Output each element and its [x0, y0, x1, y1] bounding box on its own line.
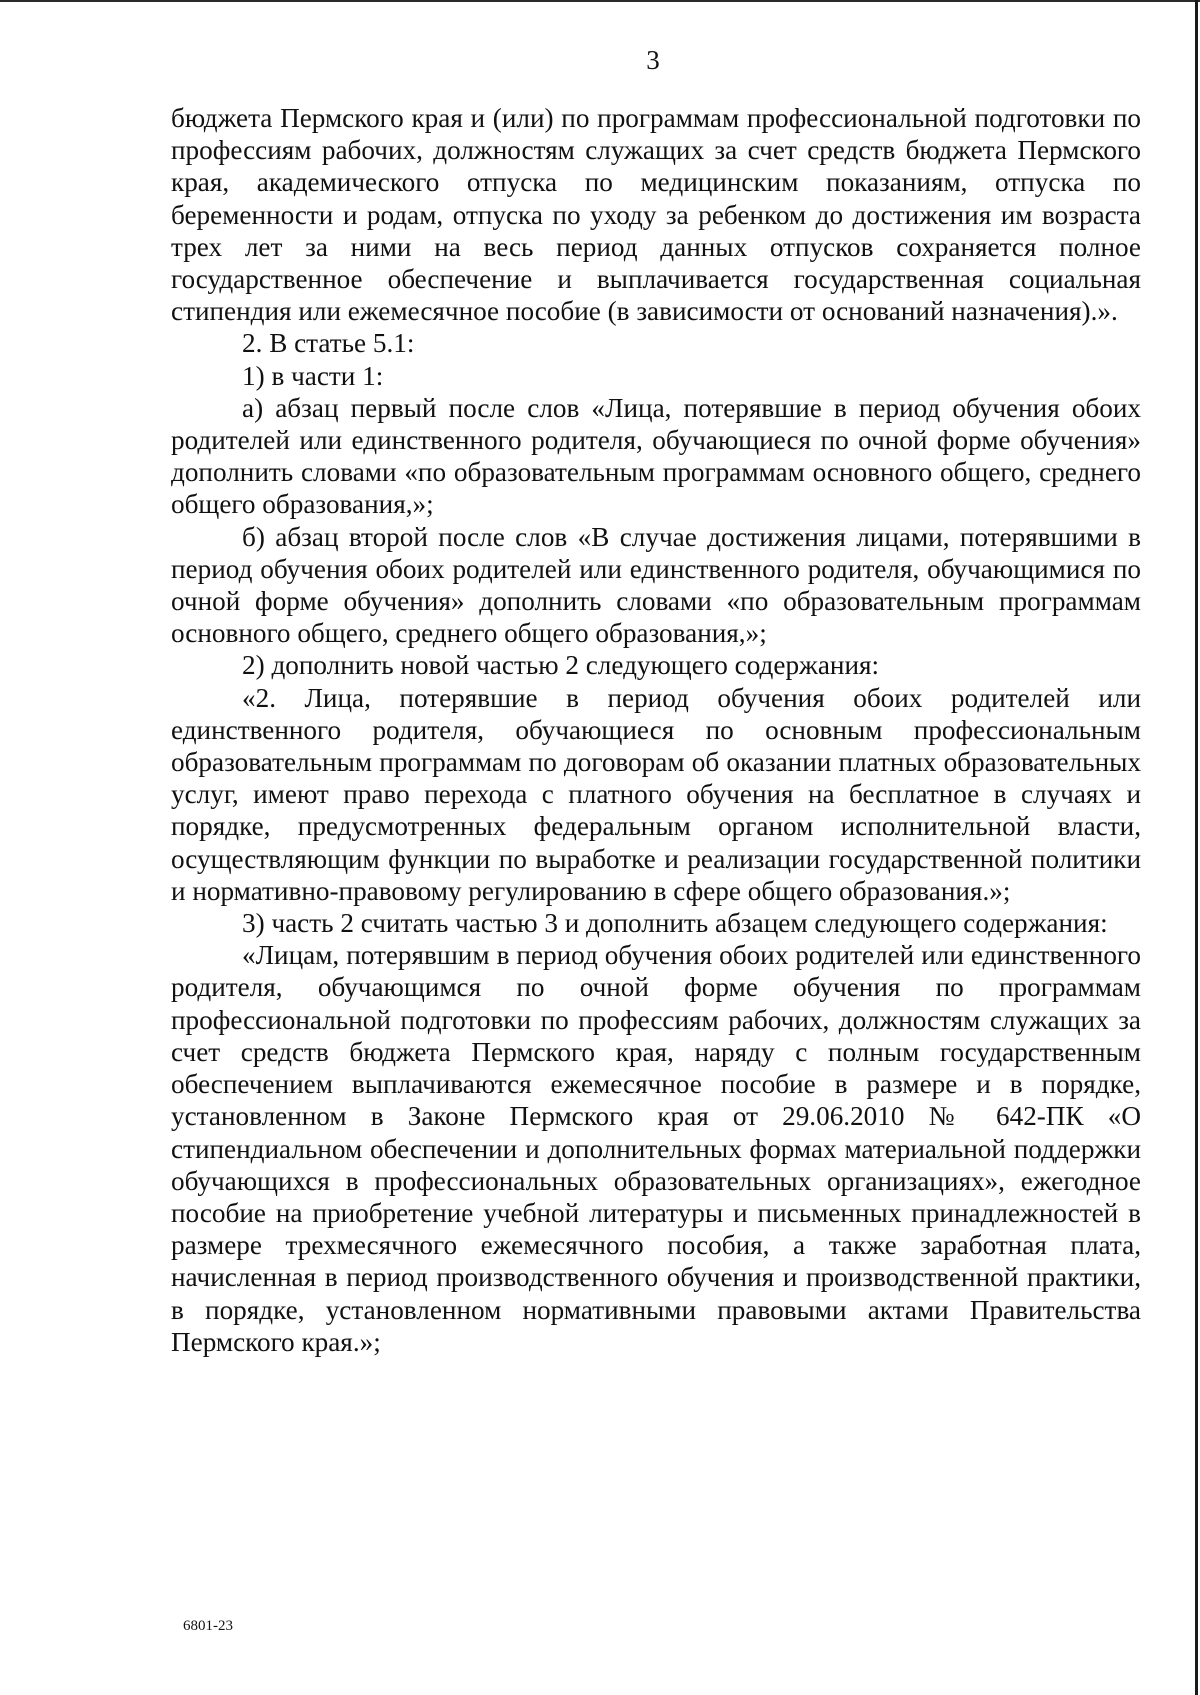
scan-right-edge — [1195, 0, 1198, 1695]
paragraph-continuation: бюджета Пермского края и (или) по программам профессиональной подготовки по профессиям рабочих, должностям служащих за счет средств бюджета Пермского края, академического отпуска по медицинским показаниям, отпуска по беременности и родам, отпуска по уходу за ребенком до достижения им возраста трех лет за ними на весь период данных отпусков сохраняется полное государственное обеспечение и выплачивается государственная социальная стипендия или ежемесячное пособие (в зависимости от оснований назначения).». — [171, 103, 1141, 327]
paragraph-subitem-b: б) абзац второй после слов «В случае достижения лицами, потерявшими в период обучения обоих родителей или единственного родителя, обучающимися по очной форме обучения» дополнить словами «по образовательным программам основного общего, среднего общего образования,»; — [171, 521, 1141, 649]
paragraph-subitem-2: 2) дополнить новой частью 2 следующего содержания: — [242, 650, 880, 681]
paragraph-new-abzac: «Лицам, потерявшим в период обучения обоих родителей или единственного родителя, обучающимся по очной форме обучения по программам профессиональной подготовки по профессиям рабочих, должностям служащих за счет средств бюджета Пермского края, наряду с полным государственным обеспечением выплачиваются ежемесячное пособие в размере и в порядке, установленном в Законе Пермского края от 29.06.2010 № 642-ПК «О стипендиальном обеспечении и дополнительных формах материальной поддержки обучающихся в профессиональных образовательных организациях», ежегодное пособие на приобретение учебной литературы и письменных принадлежностей в размере трехмесячного ежемесячного пособия, а также заработная плата, начисленная в период производственного обучения и производственной практики, в порядке, установленном нормативными правовыми актами Правительства Пермского края.»; — [171, 940, 1141, 1357]
paragraph-subitem-1: 1) в части 1: — [242, 360, 384, 391]
document-body — [171, 102, 1141, 1358]
paragraph-subitem-3: 3) часть 2 считать частью 3 и дополнить абзацем следующего содержания: — [242, 908, 1108, 939]
paragraph-item-2: 2. В статье 5.1: — [242, 328, 415, 359]
document-code: 6801-23 — [183, 1618, 233, 1634]
paragraph-new-part-2: «2. Лица, потерявшие в период обучения обоих родителей или единственного родителя, обучающиеся по основным профессиональным образовательным программам по договорам об оказании платных образовательных услуг, имеют право перехода с платного обучения на бесплатное в случаях и порядке, предусмотренных федеральным органом исполнительной власти, осуществляющим функции по выработке и реализации государственной политики и нормативно-правовому регулированию в сфере общего образования.»; — [171, 682, 1141, 906]
page-number: 3 — [646, 45, 660, 75]
paragraph-subitem-a: а) абзац первый после слов «Лица, потерявшие в период обучения обоих родителей или единственного родителя, обучающиеся по очной форме обучения» дополнить словами «по образовательным программам основного общего, среднего общего образования,»; — [171, 392, 1141, 520]
scan-top-edge — [0, 0, 1200, 2]
